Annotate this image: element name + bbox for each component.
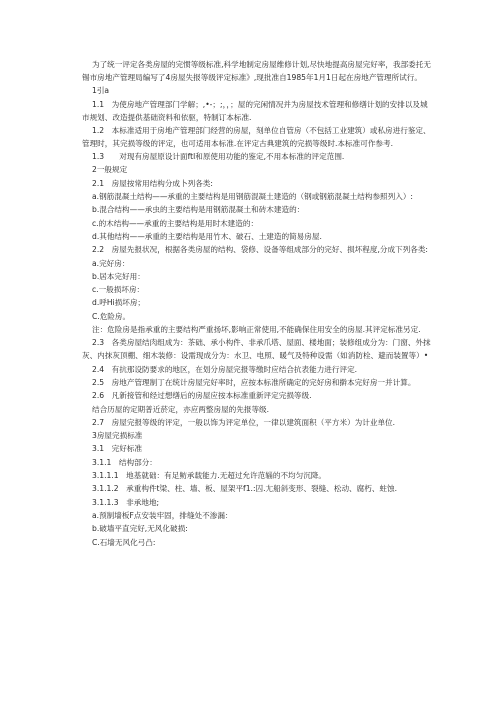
paragraph: 1引a xyxy=(92,86,110,96)
paragraph: 3.1.1.3 非承地地; xyxy=(92,497,160,507)
paragraph: 为了统一评定各类房屋的完惯等级标准,科学地制定房屋维修计划,尽快地提高房屋完好率，我部委托无锡市房地产管理局编写了4房屋失报等级评定标准》,现批准自1985年1月1日起在房地产管理所试行。 xyxy=(82,60,431,82)
paragraph: d.呼Hi损坏房； xyxy=(92,298,146,308)
paragraph: 3.1 完好标准 xyxy=(92,444,143,454)
paragraph: d.其他结构——承重的主要结构是用竹木、破石、土建造的简易房屋. xyxy=(92,231,322,241)
paragraph: c.一般损坏房： xyxy=(92,285,145,295)
paragraph: a.完好房： xyxy=(92,258,130,268)
paragraph: a.预制墙板F点安装牢固，排缝处不渗漏： xyxy=(92,510,233,520)
paragraph: 2一般规定 xyxy=(92,165,128,175)
paragraph: 1.2 本标准适用于房地产管理部门经营的房屋，刻单位自管房（不包括工业建筑）或私房进行鉴定、管理时，其完损等级的评定，也可适用本标准.在评定古典建筑的完损等级时.本标准可作参考. xyxy=(82,125,431,148)
paragraph: 注：危险房是指承重的主要结构严重扬坏,影响正常使用,不能确保住用安全的房屋.其评定标准另定. xyxy=(92,325,421,335)
paragraph: C.石墙无风化弓凸: xyxy=(92,537,156,547)
paragraph: b.混合结构——承虫的主要结构是用钢筋混凝土和砖木建造的： xyxy=(92,205,305,215)
document-body xyxy=(82,58,434,549)
paragraph: 2.7 房屋完报等级的评定，一般以饰为评定单位，一律以建筑面积（平方米）为计业单位. xyxy=(92,417,396,427)
paragraph: 2.3 各类房屋结肉组成为：茶础、承小构件、非承爪塔、屋面、楼地面；装修组成分为：门窗、外抹灰、内抹灰顶棚、细木装修：设需现成分为：水卫、电照、暖气及特种设需（如消防栓、避而装置等）• xyxy=(82,338,431,361)
paragraph: 2.5 房地产管理制丁在统计房屋完好率时，应按本标准所确定的完好房和擀本完好房一并计算。 xyxy=(92,377,416,387)
paragraph: a.钢筋混凝土结构——承重的主要结构是用钢筋混凝土建造的（钢或钢筋混凝土结构参照列入）: xyxy=(92,192,413,202)
paragraph: 结合历屋的定期普近菸定，亦应两整房屋的先报等级. xyxy=(92,404,270,414)
paragraph: 1.3 对现有房屋原设计面ftl和原使用功能的鉴定,不用本标准的评定范围. xyxy=(92,152,345,162)
paragraph: 2.2 房屋先报状况，根据各类房屋的结构、袋修、设备等组成部分的完好、损坏程度,分成下列各类: xyxy=(92,245,428,255)
paragraph: 3.1.1.2 承重构件t梁、柱、墙、板、屋架平f1.:囚.尢船斜变形、裂缝、松动、腐朽、蛀蚀. xyxy=(92,484,398,494)
paragraph: b.居本完好用： xyxy=(92,271,145,281)
paragraph: C.危险房。 xyxy=(92,311,131,321)
paragraph: 3房屋完损标准 xyxy=(92,431,143,441)
paragraph: 3.1.1 结构部分： xyxy=(92,457,157,467)
paragraph: 2.1 房屋按常用结构分成卜列各类: xyxy=(92,178,213,188)
paragraph: 2.4 有抗那设防要求的地区，在划分房屋完报等缴时应结合抗表能力进行评定. xyxy=(92,364,358,374)
paragraph: 3.1.1.1 地基就础：有足鲂承载能力.无超过允许范辎的不均匀沉降。 xyxy=(92,471,327,481)
paragraph: c.的木结构——承重的主要结构是用时木建造的： xyxy=(92,218,259,228)
paragraph: b.破墙平直完好,无风化破损: xyxy=(92,524,188,534)
paragraph: 2.6 凡新接管和经过想缮后的房屋应按本标准重新评定完损等级. xyxy=(92,391,312,401)
paragraph: 1.1 为使房地产管理部门学解；,•-；;，，；屋的完闲情况并为房屋技术管理和修缮计划的安排以及城市规划、改造提供基础资料和依驱，特制订本标准. xyxy=(82,99,428,122)
